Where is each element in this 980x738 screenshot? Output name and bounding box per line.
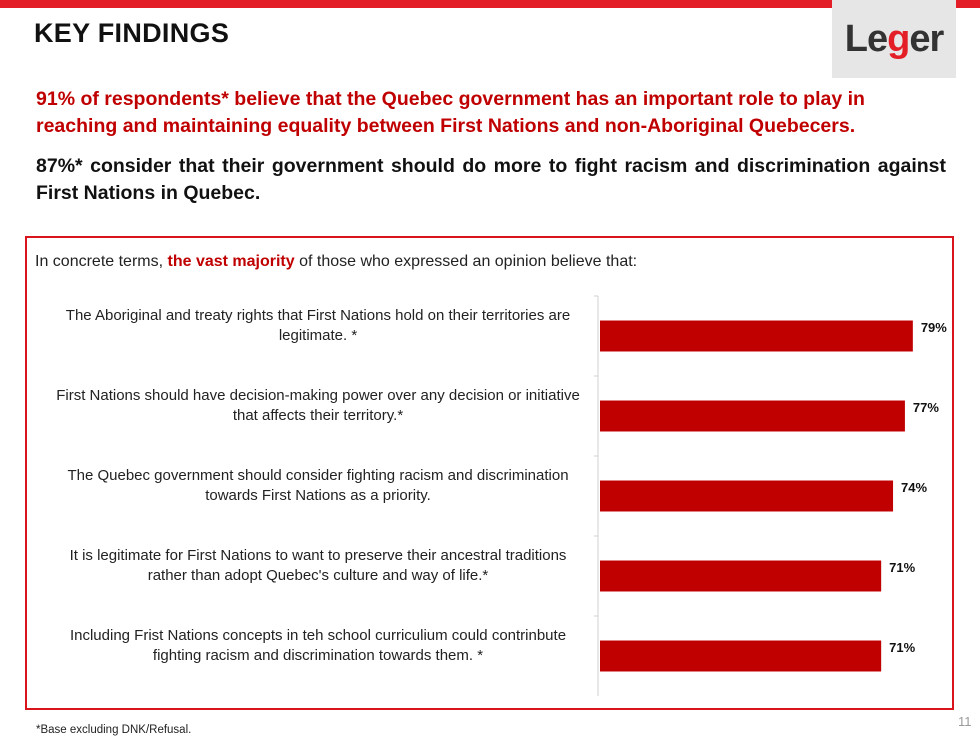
- data-label: 71%: [889, 640, 916, 655]
- intro-before: In concrete terms,: [35, 253, 168, 270]
- bar: [600, 641, 881, 672]
- logo-text-g: g: [887, 17, 910, 60]
- category-label: It is legitimate for First Nations to want to preserve their ancestral traditions rather than adopt Quebec's culture and way of life.*: [69, 547, 567, 584]
- footnote: *Base excluding DNK/Refusal.: [36, 724, 192, 736]
- headline-black: 87%* consider that their government should do more to fight racism and discrimination against First Nations in Quebec.: [36, 155, 946, 204]
- intro-after: of those who expressed an opinion believe that:: [294, 253, 638, 270]
- logo-text-start: Le: [844, 17, 888, 60]
- page-title: KEY FINDINGS: [34, 18, 230, 48]
- intro-emphasis: the vast majority: [167, 253, 295, 270]
- category-label: First Nations should have decision-making power over any decision or initiative that affects their territory.*: [56, 387, 580, 424]
- category-label: The Aboriginal and treaty rights that First Nations hold on their territories are legitimate. *: [65, 307, 571, 344]
- data-label: 71%: [889, 560, 916, 575]
- bar: [600, 401, 905, 432]
- data-label: 74%: [901, 480, 928, 495]
- page-number: 11: [958, 714, 972, 729]
- data-label: 79%: [920, 320, 947, 335]
- data-label: 77%: [912, 400, 939, 415]
- logo-text-end: er: [909, 17, 944, 60]
- category-label: Including Frist Nations concepts in teh school curriculium could contrinbute fighting racism and discrimination towards them. *: [69, 627, 567, 664]
- bar: [600, 321, 913, 352]
- category-label: The Quebec government should consider fighting racism and discrimination towards First Nations as a priority.: [67, 467, 569, 504]
- bar: [600, 481, 893, 512]
- bar: [600, 561, 881, 592]
- headline-red: 91% of respondents* believe that the Quebec government has an important role to play in reaching and maintaining equality between First Nations and non-Aboriginal Quebecers.: [36, 88, 865, 137]
